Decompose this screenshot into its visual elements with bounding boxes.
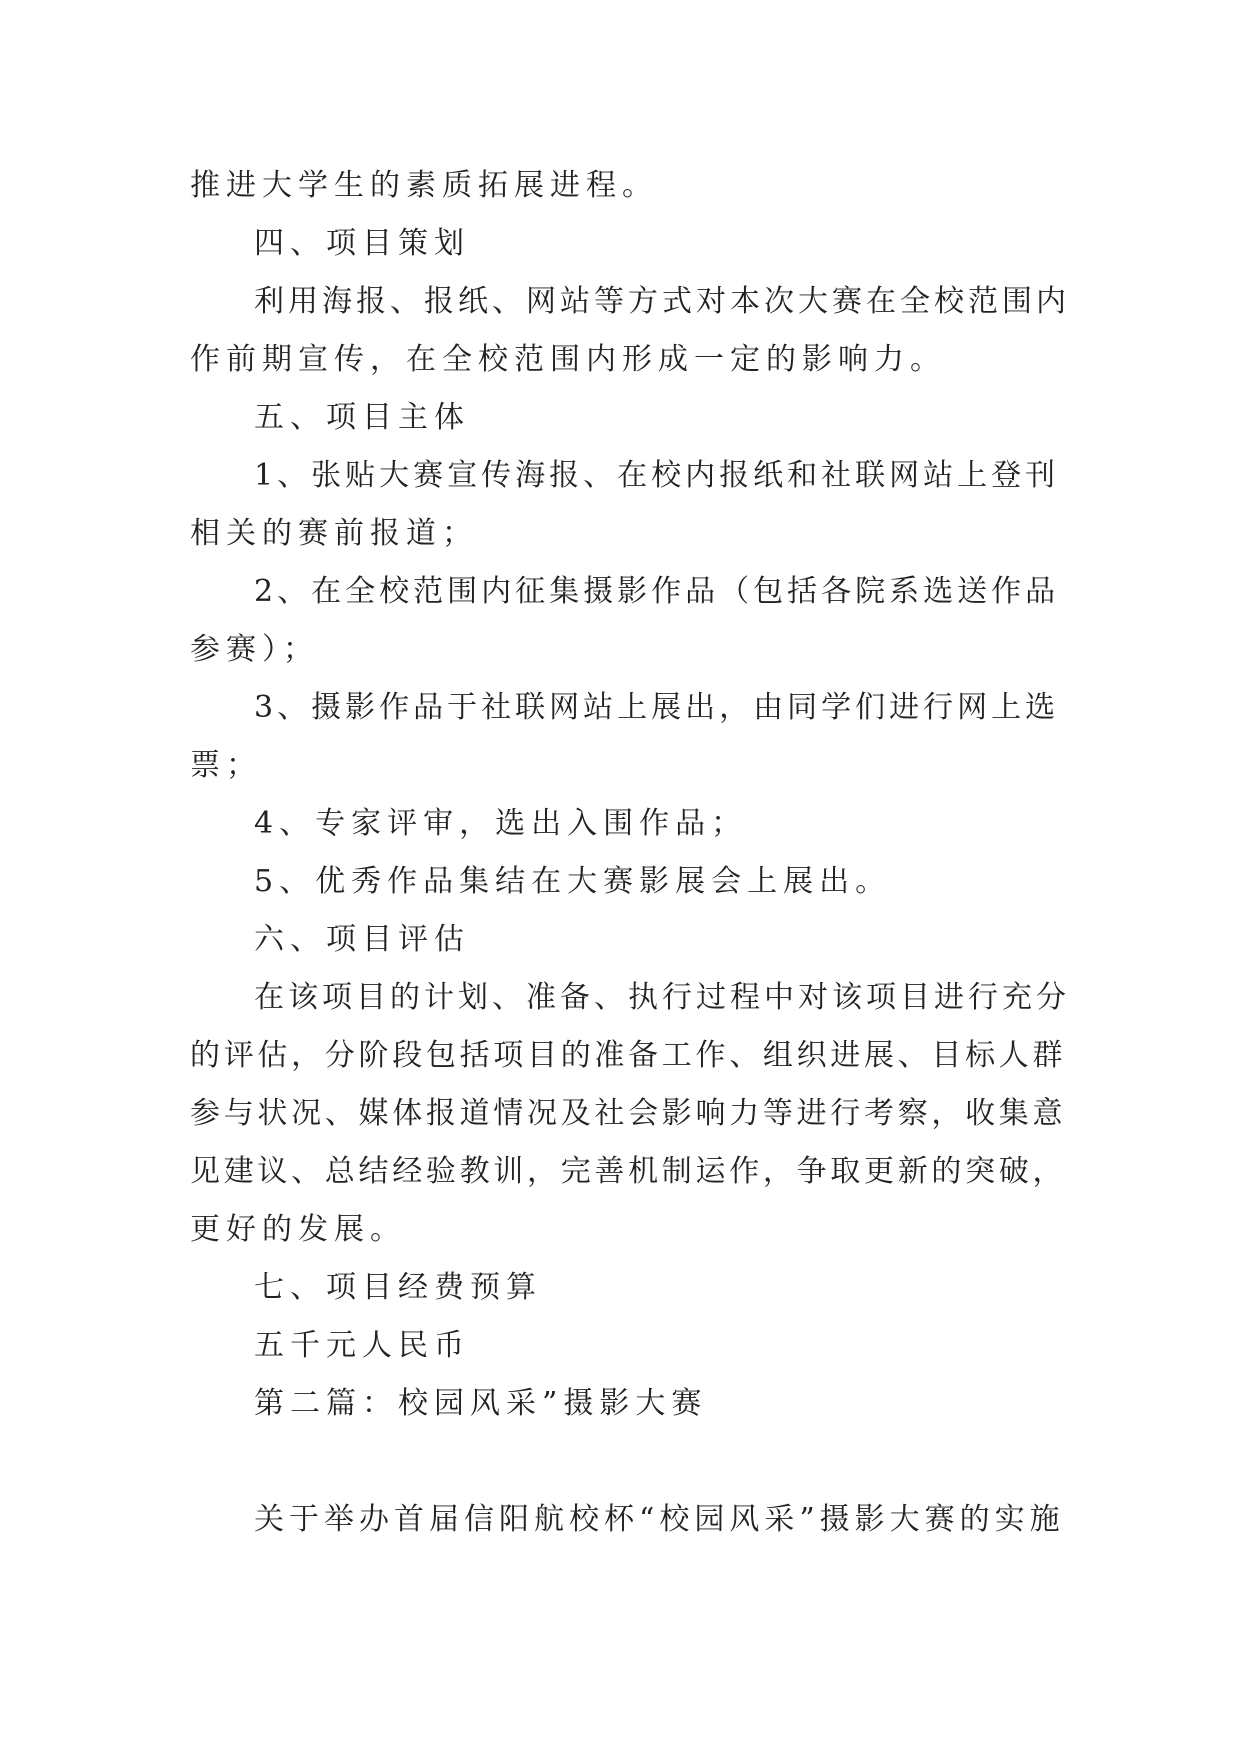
body-text-line: 推进大学生的素质拓展进程。 bbox=[190, 168, 658, 203]
paragraph-line: 五千元人民币 bbox=[254, 1328, 470, 1363]
paragraph-line: 利用海报、报纸、网站等方式对本次大赛在全校范围内 bbox=[254, 284, 1070, 319]
body-text-line: 参与状况、媒体报道情况及社会影响力等进行考察，收集意 bbox=[190, 1096, 1067, 1131]
list-item-continuation: 票； bbox=[190, 748, 262, 783]
list-item: 4、专家评审，选出入围作品； bbox=[254, 806, 748, 841]
list-item: 2、在全校范围内征集摄影作品（包括各院系选送作品 bbox=[254, 574, 1060, 609]
body-text-line: 见建议、总结经验教训，完善机制运作，争取更新的突破， bbox=[190, 1154, 1067, 1189]
list-item: 5、优秀作品集结在大赛影展会上展出。 bbox=[254, 864, 892, 899]
list-item: 3、摄影作品于社联网站上展出，由同学们进行网上选 bbox=[254, 690, 1060, 725]
section-heading: 七、项目经费预算 bbox=[254, 1270, 542, 1305]
list-item-continuation: 参赛）； bbox=[190, 632, 319, 667]
body-text-line: 更好的发展。 bbox=[190, 1212, 406, 1247]
section-heading: 四、项目策划 bbox=[254, 226, 470, 261]
part-title: 第二篇：校园风采”摄影大赛 bbox=[254, 1386, 708, 1421]
list-item-continuation: 相关的赛前报道； bbox=[190, 516, 478, 551]
paragraph-line: 关于举办首届信阳航校杯“校园风采”摄影大赛的实施 bbox=[254, 1502, 1065, 1537]
section-heading: 六、项目评估 bbox=[254, 922, 470, 957]
body-text-line: 作前期宣传，在全校范围内形成一定的影响力。 bbox=[190, 342, 946, 377]
section-heading: 五、项目主体 bbox=[254, 400, 470, 435]
paragraph-line: 在该项目的计划、准备、执行过程中对该项目进行充分 bbox=[254, 980, 1070, 1015]
list-item: 1、张贴大赛宣传海报、在校内报纸和社联网站上登刊 bbox=[254, 458, 1060, 493]
body-text-line: 的评估，分阶段包括项目的准备工作、组织进展、目标人群 bbox=[190, 1038, 1067, 1073]
